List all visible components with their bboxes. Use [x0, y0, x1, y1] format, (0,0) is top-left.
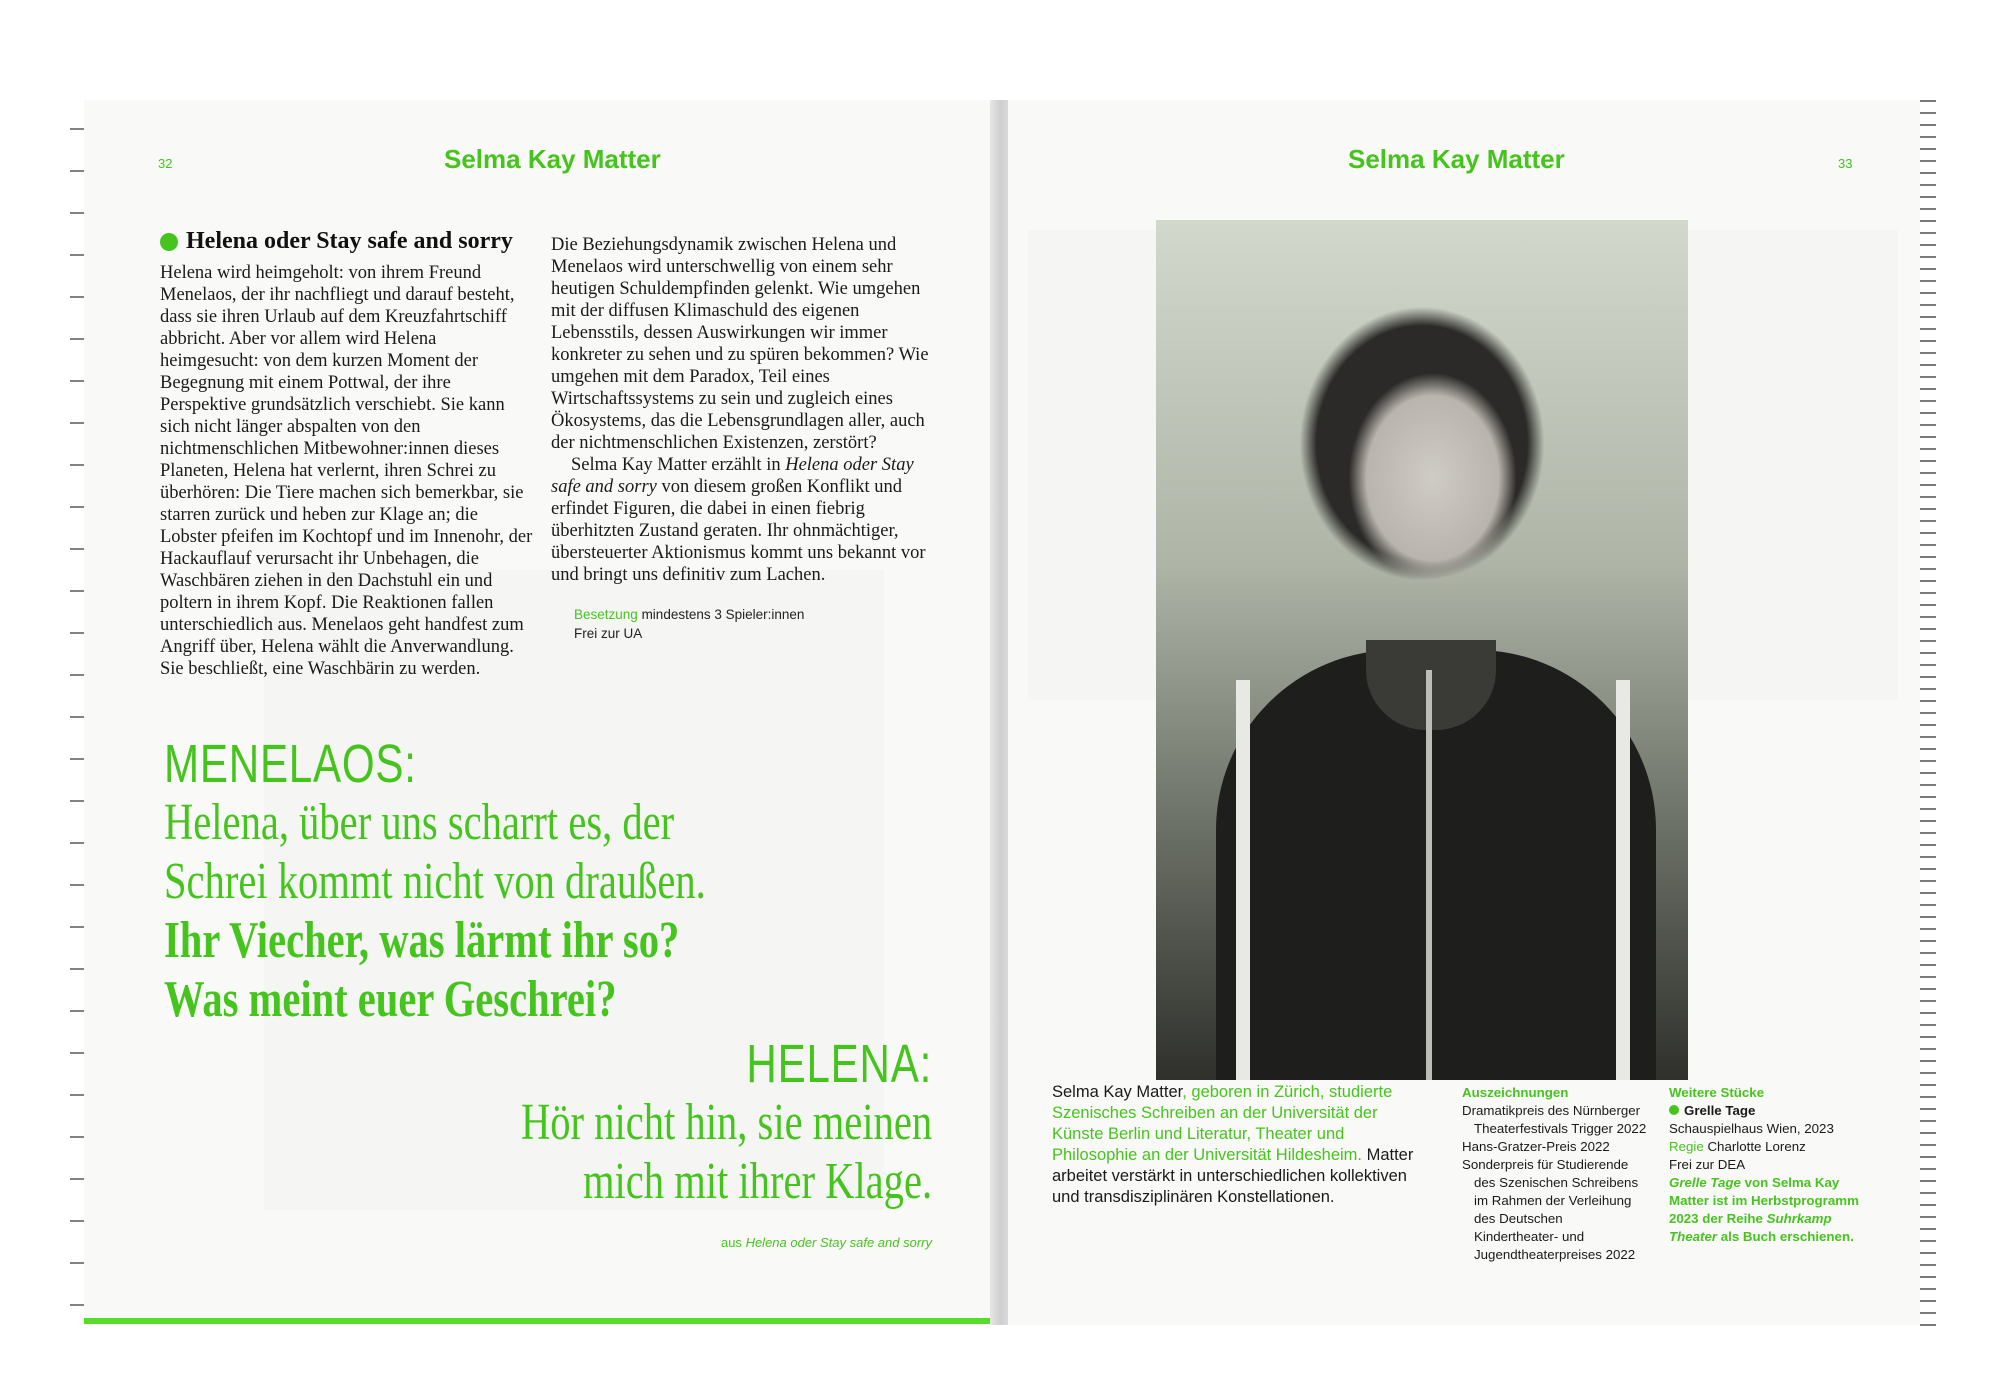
- green-dot-icon: [160, 233, 178, 251]
- quote-line: Was meint euer Geschrei?: [164, 971, 617, 1028]
- work-director: [1669, 1138, 1869, 1156]
- page-number-left: 32: [158, 156, 173, 171]
- bio-name: Selma Kay Matter: [1052, 1083, 1183, 1101]
- book-note-series: Suhrkamp Theater: [1669, 1211, 1832, 1244]
- quote-line: Hör nicht hin, sie meinen: [520, 1094, 932, 1151]
- award-item: Sonderpreis für Studierende des Szenischen Schreibens im Rahmen der Verleihung des Deutschen Kindertheater- und Jugendtheaterpreises 2022: [1462, 1157, 1639, 1262]
- author-bio: [1052, 1082, 1432, 1208]
- award-item: Dramatikpreis des Nürnberger Theaterfestivals Trigger 2022: [1462, 1103, 1647, 1136]
- play-title-text: Helena oder Stay safe and sorry: [186, 228, 513, 254]
- page-number-right: 33: [1838, 156, 1853, 171]
- director-name: Charlotte Lorenz: [1707, 1139, 1806, 1154]
- book-note-title: Grelle Tage: [1669, 1175, 1741, 1190]
- photo-stripe: [1236, 680, 1250, 1080]
- bio-text: Matter arbeitet verstärkt in unterschiedlichen kollektiven und transdisziplinären Konstellationen.: [1052, 1146, 1414, 1206]
- work-title-text: Grelle Tage: [1684, 1103, 1756, 1118]
- work-venue: Schauspielhaus Wien, 2023: [1669, 1121, 1834, 1136]
- quote-line: Ihr Viecher, was lärmt ihr so?: [164, 912, 680, 969]
- paragraph-part: Selma Kay Matter erzählt in: [571, 455, 786, 475]
- text-column-1: [160, 262, 535, 680]
- production-credits: [574, 605, 804, 643]
- source-prefix: aus: [720, 1235, 742, 1250]
- portrait-photo: [1156, 220, 1688, 1080]
- paragraph: Helena wird heimgeholt: von ihrem Freund Menelaos, der ihr nachfliegt und darauf besteht, dass sie ihren Urlaub auf dem Kreuzfahrtschiff abbricht. Aber vor allem wird Helena heimgesucht: von dem kurzen Moment der Begegnung mit einem Pottwal, der ihre Perspektive grundsätzlich verschiebt. Sie kann sich nicht länger abspalten von den nichtmenschlichen Mitbewohner:innen dieses Planeten, Helena hat verlernt, ihren Schrei zu überhören: Die Tiere machen sich bemerkbar, sie starren zurück und heben zur Klage an; die Lobster pfeifen im Kochtopf und im Innenohr, der Hackauflauf verursacht ihr Unbehagen, die Waschbären ziehen in den Dachstuhl ein und poltern in ihrem Kopf. Die Reaktionen fallen unterschiedlich aus. Menelaos geht handfest zum Angriff über, Helena wählt die Anverwandlung. Sie beschließt, eine Waschbärin zu werden.: [160, 263, 533, 679]
- works-heading: Weitere Stücke: [1669, 1085, 1765, 1100]
- book-note-text: von Selma Kay Matter ist im Herbstprogramm 2023 der Reihe: [1669, 1175, 1859, 1226]
- quote-line: Helena, über uns scharrt es, der: [164, 794, 675, 851]
- work-title: [1669, 1102, 1869, 1120]
- running-head-left: Selma Kay Matter: [444, 144, 661, 174]
- quote-source: [721, 1235, 932, 1250]
- paragraph-italic: Helena oder Stay safe and sorry: [551, 455, 914, 497]
- awards-column: [1462, 1084, 1647, 1264]
- works-column: [1669, 1084, 1869, 1246]
- text-column-2: [551, 234, 941, 586]
- quote-line: mich mit ihrer Klage.: [582, 1153, 932, 1210]
- play-title: [160, 228, 513, 255]
- right-page: [1008, 100, 1920, 1325]
- quote-helena: [521, 1035, 932, 1211]
- paragraph-part: von diesem großen Konflikt und erfindet Figuren, die dabei in einen fiebrig überhitzten Zustand geraten. Ihr ohnmächtiger, übersteuerter Aktionismus kommt uns bekannt vor und bringt uns definitiv zum Lachen.: [551, 477, 926, 585]
- paragraph: [551, 454, 941, 586]
- book-note-text: als Buch erschienen.: [1717, 1229, 1854, 1244]
- photo-stripe: [1616, 680, 1630, 1080]
- award-item: Hans-Gratzer-Preis 2022: [1462, 1139, 1610, 1154]
- awards-heading: Auszeichnungen: [1462, 1085, 1569, 1100]
- paragraph: Die Beziehungsdynamik zwischen Helena und Menelaos wird unterschwellig von einem sehr heutigen Schuldempfinden gelenkt. Wie umgehen mit der diffusen Klimaschuld des eigenen Lebensstils, dessen Auswirkungen wir immer konkreter zu sehen und zu spüren bekommen? Wie umgehen mit dem Paradox, Teil eines Wirtschaftssystems zu sein und zugleich eines Ökosystems, das die Lebensgrundlagen aller, auch der nichtmenschlichen Existenzen, zerstört?: [551, 235, 929, 453]
- rights-line: Frei zur UA: [574, 626, 643, 641]
- cast-label: Besetzung: [574, 607, 638, 622]
- quote-speaker: MENELAOS:: [164, 734, 417, 794]
- green-page-edge: [84, 1318, 994, 1324]
- right-edge-pages: [1920, 90, 1936, 1330]
- work-rights: Frei zur DEA: [1669, 1157, 1746, 1172]
- cast-value: mindestens 3 Spieler:innen: [641, 607, 805, 622]
- quote-line: Schrei kommt nicht von draußen.: [164, 853, 706, 910]
- source-title: Helena oder Stay safe and sorry: [745, 1235, 932, 1250]
- photo-zipper: [1426, 670, 1432, 1080]
- quote-menelaos: [164, 735, 706, 1029]
- director-label: Regie: [1669, 1139, 1704, 1154]
- green-dot-icon: [1669, 1105, 1679, 1115]
- left-page: [84, 100, 996, 1325]
- book-note: [1669, 1174, 1869, 1246]
- quote-speaker: HELENA:: [746, 1034, 932, 1094]
- bio-green-text: , geboren in Zürich, studierte Szenisches Schreiben an der Universität der Künste Berlin und Literatur, Theater und Philosophie an der Universität Hildesheim.: [1052, 1083, 1393, 1164]
- running-head-right: Selma Kay Matter: [1348, 144, 1565, 174]
- cast-line: [574, 605, 804, 624]
